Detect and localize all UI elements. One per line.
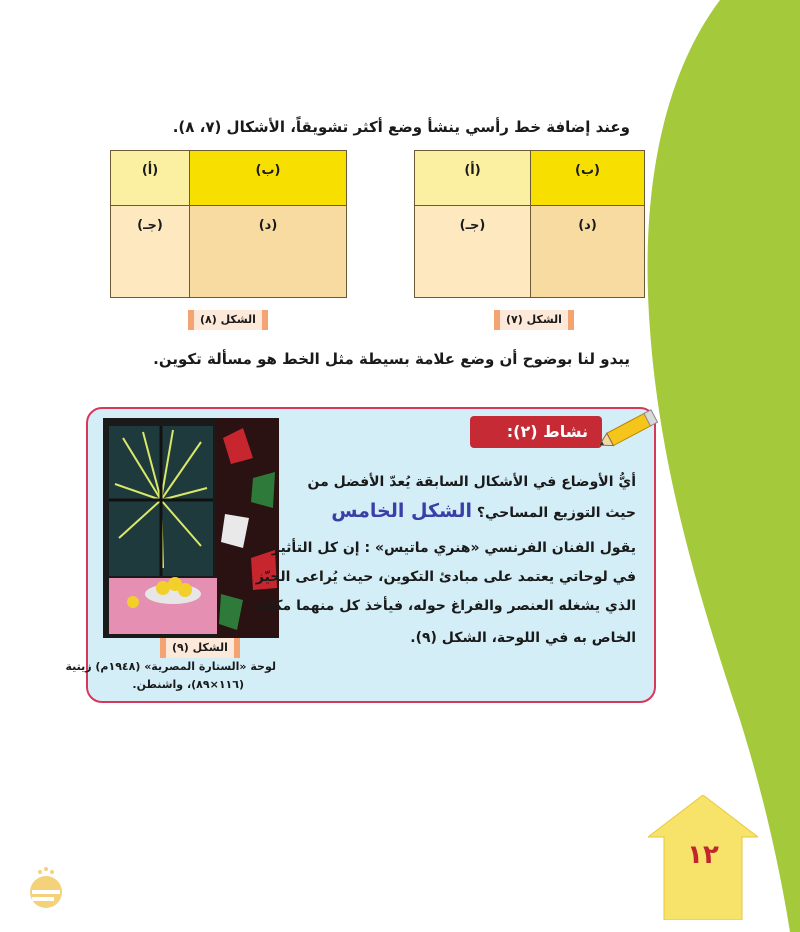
figure-7-caption: الشكل (٧) xyxy=(494,310,574,330)
question-line-2 xyxy=(331,500,636,522)
painting-description-2: (١١٦×٨٩)، واشنطن. xyxy=(132,678,244,691)
cell-j: (جـ) xyxy=(110,205,190,298)
body-line-2: في لوحاتي يعتمد على مبادئ التكوين، حيث يُراعى الحيّز xyxy=(255,569,636,585)
cell-d: (د) xyxy=(530,205,645,298)
figure-8-caption: الشكل (٨) xyxy=(188,310,268,330)
cell-d: (د) xyxy=(189,205,347,298)
body-line-4: الخاص به في اللوحة، الشكل (٩). xyxy=(410,630,636,646)
cell-j: (جـ) xyxy=(414,205,531,298)
conclusion-text: يبدو لنا بوضوح أن وضع علامة بسيطة مثل الخط هو مسألة تكوين. xyxy=(153,350,630,368)
figure-9-caption: الشكل (٩) xyxy=(160,638,240,658)
page-number: ١٢ xyxy=(687,840,719,870)
pencil-icon xyxy=(594,404,666,456)
question-text: حيث التوزيع المساحي؟ xyxy=(476,505,636,521)
question-line-1: أيُّ الأوضاع في الأشكال السابقة يُعدّ الأفضل من xyxy=(307,474,636,490)
painting-description-1: لوحة «الستارة المصرية» (١٩٤٨م) زيتية xyxy=(65,660,276,673)
cell-a: (أ) xyxy=(110,150,190,206)
body-line-1: يقول الفنان الفرنسي «هنري ماتيس» : إن كل التأثير xyxy=(271,540,636,556)
cell-b: (ب) xyxy=(189,150,347,206)
cell-a: (أ) xyxy=(414,150,531,206)
body-line-3: الذي يشغله العنصر والفراغ حوله، فيأخذ كل منهما مكانه xyxy=(255,598,636,614)
activity-title: نشاط (٢): xyxy=(470,416,602,448)
cell-b: (ب) xyxy=(530,150,645,206)
intro-text: وعند إضافة خط رأسي ينشأ وضع أكثر تشويقاً، الأشكال (٧، ٨). xyxy=(172,118,630,136)
matisse-painting xyxy=(103,418,279,638)
publisher-logo-icon xyxy=(24,864,68,912)
answer-text: الشكل الخامس xyxy=(331,500,472,522)
